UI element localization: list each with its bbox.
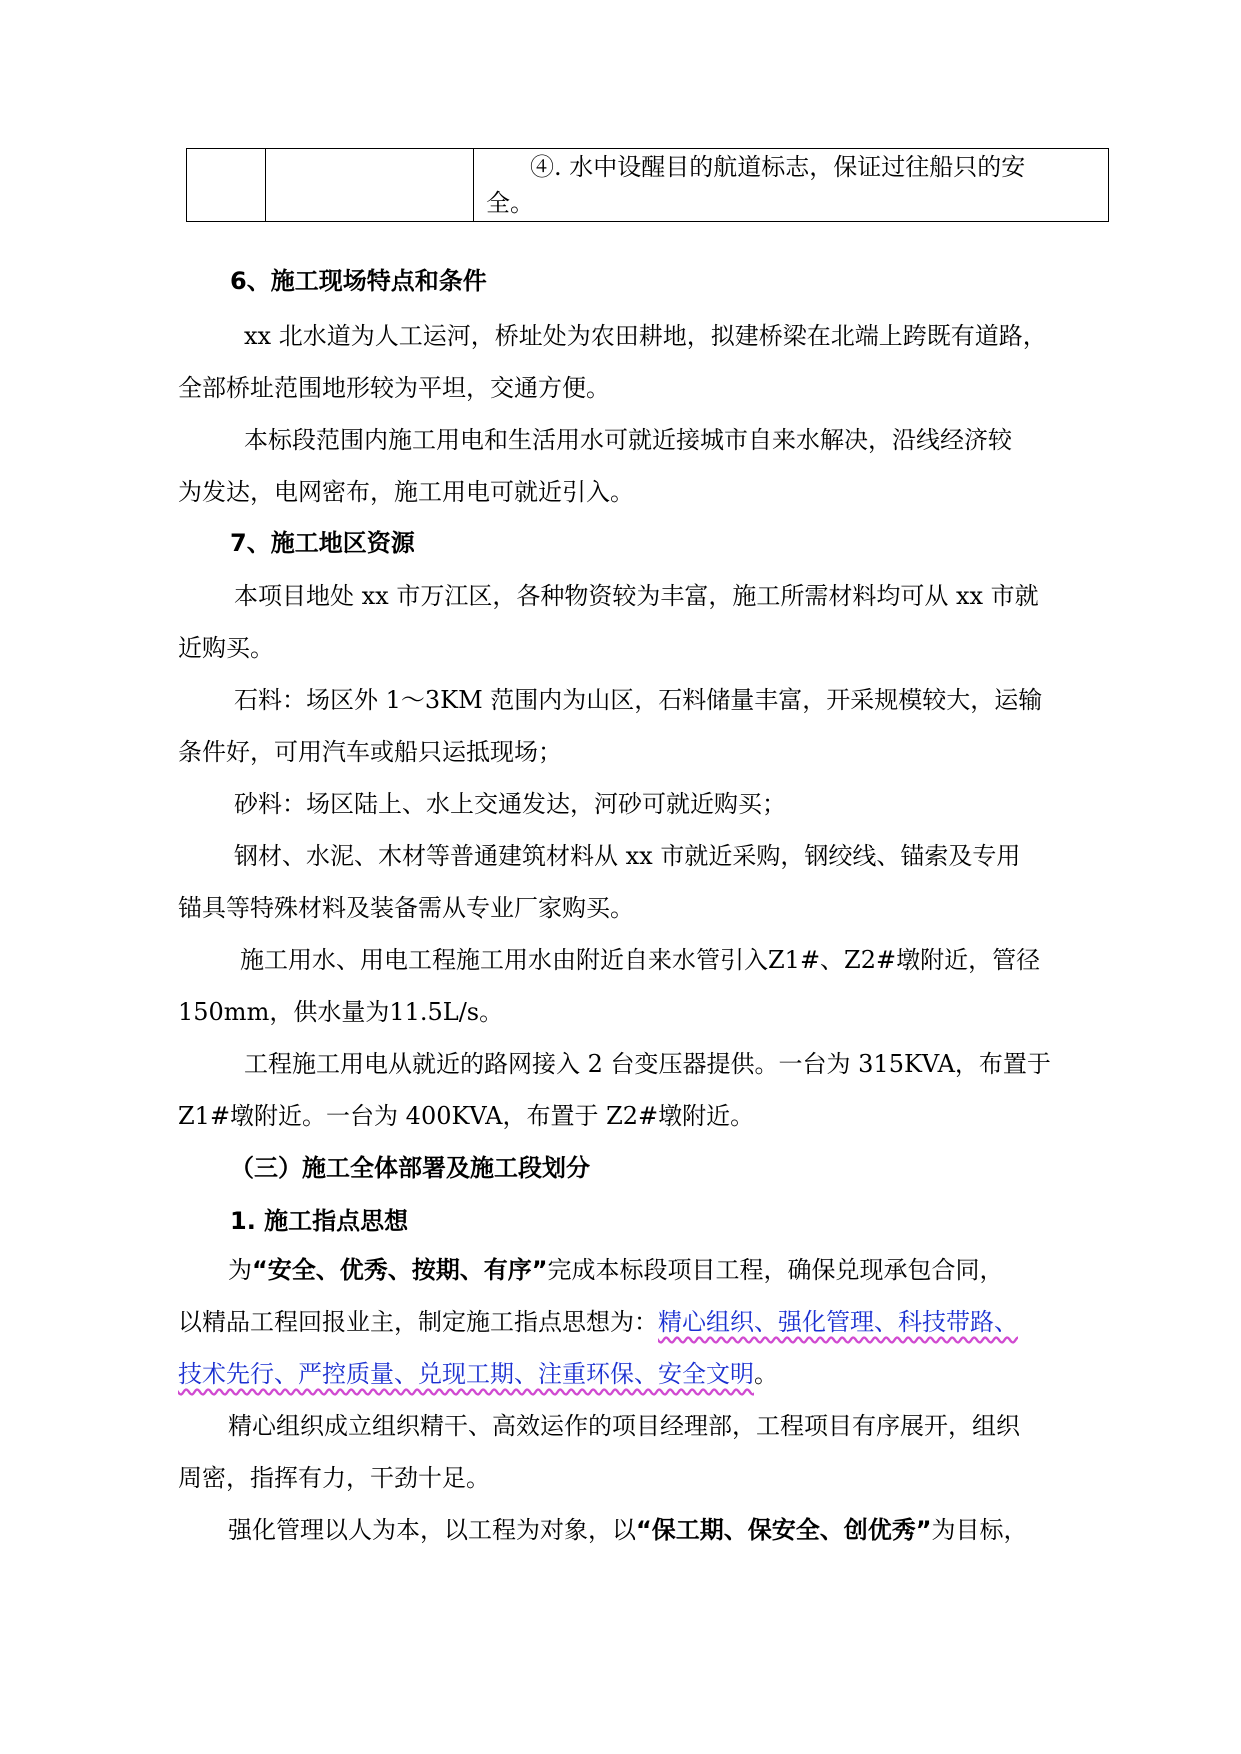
- section-7-heading: 7、施工地区资源: [230, 529, 415, 557]
- text-run: 为: [228, 1256, 252, 1284]
- paragraph-line: xx 北水道为人工运河，桥址处为农田耕地，拟建桥梁在北端上跨既有道路，: [244, 322, 1047, 350]
- paragraph-line: 成立组织精干、高效运作的项目经理部，工程项目有序展开，组织: [324, 1412, 1020, 1440]
- paragraph-line: 150mm，供水量为11.5L/s。: [178, 998, 504, 1026]
- paragraph-lead: 精心组织: [228, 1412, 324, 1440]
- table-cell-line-1: ④. 水中设醒目的航道标志，保证过往船只的安: [530, 153, 1026, 181]
- text-run: 为目标，: [931, 1516, 1028, 1544]
- table-row: [187, 149, 1109, 222]
- text-run: 以人为本，以工程为对象，以: [324, 1516, 636, 1544]
- paragraph-line: 石料：场区外 1～3KM 范围内为山区，石料储量丰富，开采规模较大，运输: [234, 686, 1043, 714]
- section-7-paragraph-2: [178, 674, 1118, 778]
- subsection-1-heading: 1. 施工指点思想: [230, 1207, 409, 1235]
- paragraph-line: 全部桥址范围地形较为平坦，交通方便。: [178, 374, 610, 402]
- strengthen-management-paragraph: [178, 1504, 1118, 1556]
- paragraph-line: 砂料：场区陆上、水上交通发达，河砂可就近购买；: [234, 790, 786, 818]
- bold-quote: “保工期、保安全、创优秀”: [636, 1516, 932, 1544]
- table-cell-empty-1: [187, 149, 266, 222]
- paragraph-line: 周密，指挥有力，干劲十足。: [178, 1464, 490, 1492]
- paragraph-line: 工程施工用水由附近自来水管引入Z1#、Z2#墩附近，管径: [408, 946, 1041, 974]
- continued-table: [186, 148, 1109, 222]
- paragraph-line: 工程施工用电从就近的路网接入 2 台变压器提供。一台为 315KVA，布置于: [244, 1050, 1051, 1078]
- section-7-paragraph-3: [178, 778, 1118, 830]
- section-7-paragraph-6: [178, 1038, 1118, 1142]
- section-7-paragraph-4: [178, 830, 1118, 934]
- paragraph-line: 本项目地处 xx 市万江区，各种物资较为丰富，施工所需材料均可从 xx 市就: [234, 582, 1039, 610]
- paragraph-line: 钢材、水泥、木材等普通建筑材料从 xx 市就近采购，钢绞线、锚索及专用: [234, 842, 1021, 870]
- paragraph-line: 为发达，电网密布，施工用电可就近引入。: [178, 478, 634, 506]
- principle-link[interactable]: 技术先行、严控质量、兑现工期、注重环保、安全文明: [178, 1360, 754, 1388]
- section-3-heading: （三）施工全体部署及施工段划分: [230, 1154, 590, 1182]
- table-cell-line-2: 全。: [486, 189, 534, 217]
- section-7-paragraph-5: [178, 934, 1118, 1038]
- bold-quote: “安全、优秀、按期、有序”: [252, 1256, 548, 1284]
- table-cell-measure: [474, 149, 1109, 222]
- paragraph-line: 条件好，可用汽车或船只运抵现场；: [178, 738, 562, 766]
- text-run: 以精品工程回报业主，制定施工指点思想为：: [178, 1308, 658, 1336]
- paragraph-line: 近购买。: [178, 634, 274, 662]
- table-cell-empty-2: [266, 149, 474, 222]
- paragraph-line: 本标段范围内施工用电和生活用水可就近接城市自来水解决，沿线经济较: [244, 426, 1012, 454]
- paragraph-lead: 强化管理: [228, 1516, 324, 1544]
- text-run: 完成本标段项目工程，确保兑现承包合同，: [547, 1256, 1004, 1284]
- text-run: 。: [754, 1360, 778, 1388]
- principle-link[interactable]: 精心组织、强化管理、科技带路、: [658, 1308, 1018, 1336]
- section-7-paragraph-1: [178, 570, 1118, 674]
- guiding-principle-paragraph: [178, 1244, 1118, 1400]
- paragraph-line: 锚具等特殊材料及装备需从专业厂家购买。: [178, 894, 634, 922]
- careful-organization-paragraph: [178, 1400, 1118, 1504]
- paragraph-line: Z1#墩附近。一台为 400KVA，布置于 Z2#墩附近。: [178, 1102, 755, 1130]
- paragraph-lead: 施工用水、用电: [240, 946, 408, 974]
- section-6-paragraph-1: [178, 310, 1118, 414]
- section-6-paragraph-2: [178, 414, 1118, 518]
- section-6-heading: 6、施工现场特点和条件: [230, 267, 487, 295]
